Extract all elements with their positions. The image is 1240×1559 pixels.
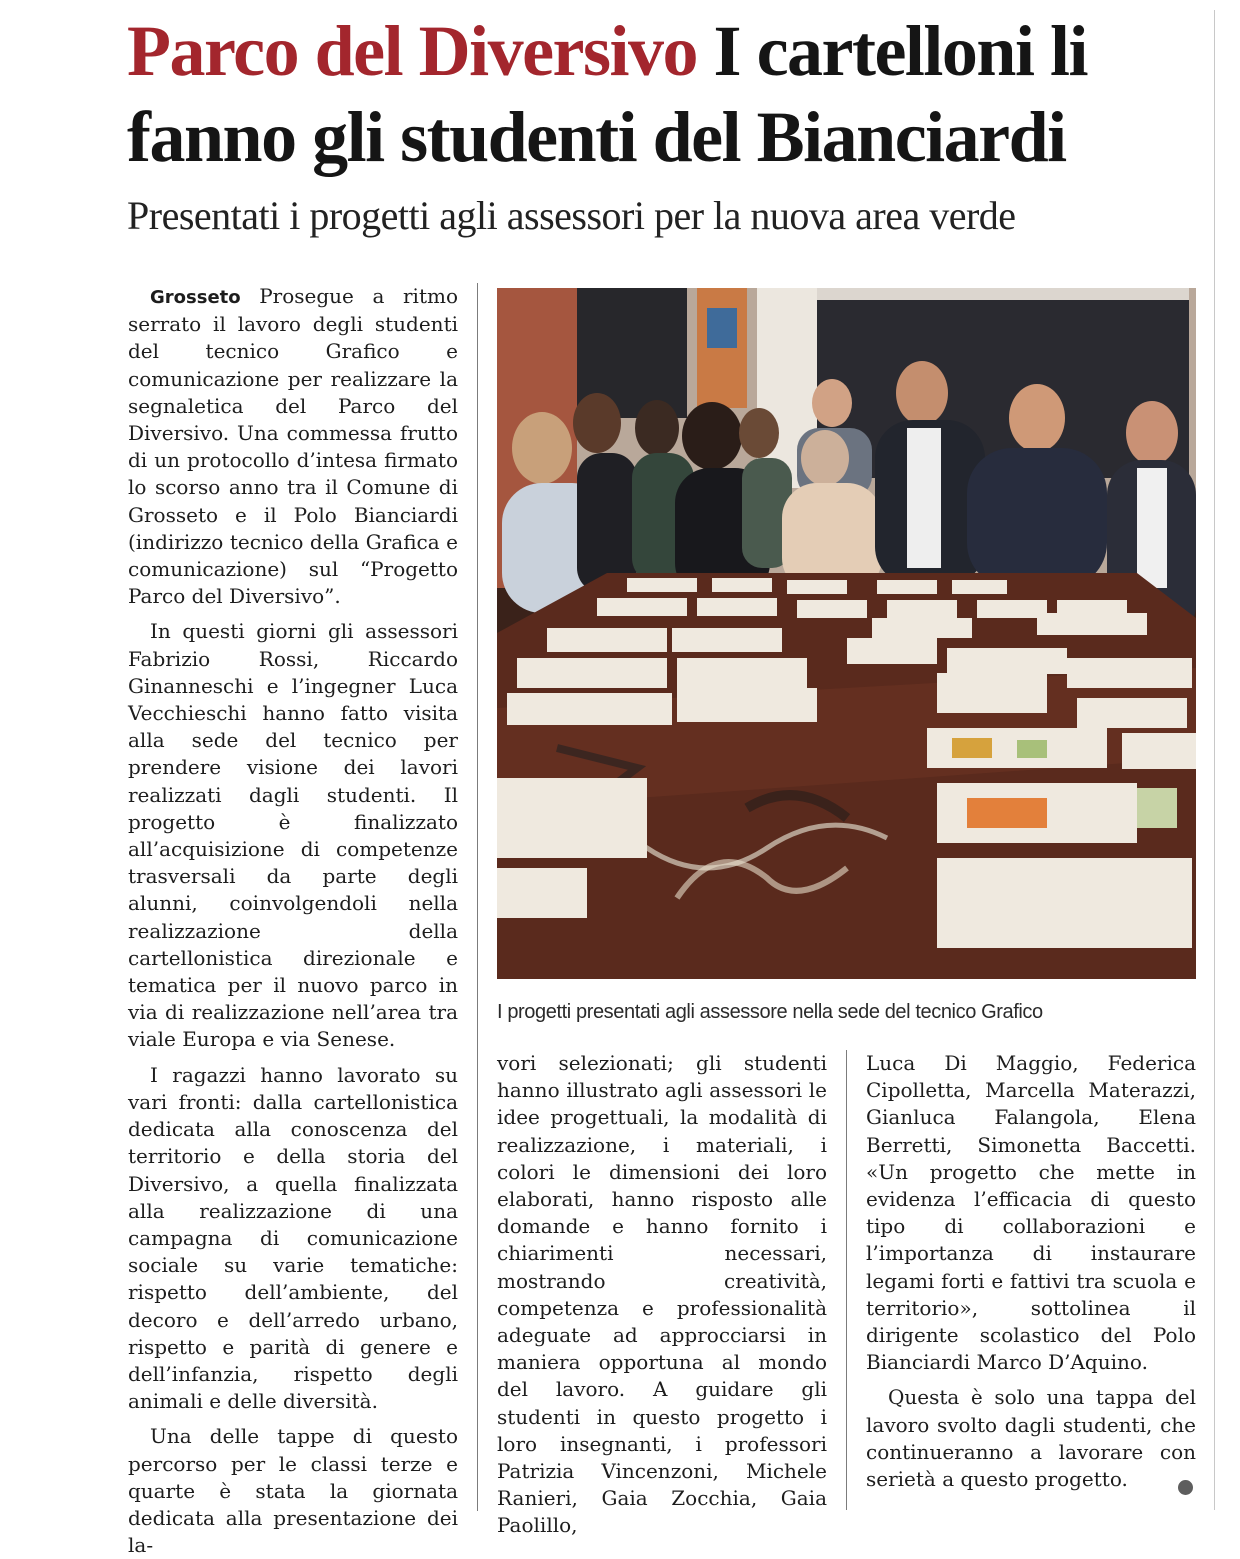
article-column-1 — [128, 283, 458, 1558]
article-column-3 — [866, 1050, 1196, 1520]
dateline: Grosseto — [150, 287, 241, 308]
column-divider — [846, 1050, 847, 1510]
headline-main: I cartelloni li fanno gli studenti del Bianciardi — [127, 11, 1087, 177]
subheadline: Presentati i progetti agli assessori per la nuova area verde — [127, 193, 1016, 238]
paragraph-2: In questi giorni gli assessori Fabrizio Rossi, Riccardo Ginanneschi e l’ingegner Luca Vecchieschi hanno fatto visita alla sede del tecnico per prendere visione dei lavori realizzati dagli studenti. Il progetto è finalizzato all’acquisizione di competenze trasversali da parte degli alunni, coinvolgendoli nella realizzazione della cartellonistica direzionale e tematica per il nuovo parco in via di realizzazione nell’area tra viale Europa e via Senese. — [128, 619, 458, 1052]
paragraph-3: I ragazzi hanno lavorato su vari fronti: dalla cartellonistica dedicata alla conoscenza del territorio e della storia del Diversivo, a quella finalizzata alla realizzazione di una campagna di comunicazione sociale su varie tematiche: rispetto dell’ambiente, del decoro e dell’arredo urbano, rispetto e parità di genere e dell’infanzia, rispetto degli animali e delle diversità. — [128, 1062, 458, 1414]
headline-kicker: Parco del Diversivo — [127, 11, 698, 91]
page-edge-rule — [1214, 10, 1215, 1510]
paragraph-4: Una delle tappe di questo percorso per le classi terze e quarte è stata la giornata dedicata alla presentazione dei la- — [128, 1424, 458, 1558]
headline — [127, 8, 1217, 180]
article-column-2 — [497, 1050, 827, 1538]
photo-illustration — [497, 288, 1196, 979]
column-divider — [477, 283, 478, 1511]
photo-caption: I progetti presentati agli assessore nella sede del tecnico Grafico — [497, 1001, 1043, 1023]
end-mark-icon — [1178, 1480, 1193, 1495]
article-photo — [497, 288, 1196, 979]
paragraph-1: Grosseto Prosegue a ritmo serrato il lavoro degli studenti del tecnico Grafico e comunicazione per realizzare la segnaletica del Parco del Diversivo. Una commessa frutto di un protocollo d’intesa firmato lo scorso anno tra il Comune di Grosseto e il Polo Bianciardi (indirizzo tecnico della Grafica e comunicazione) sul “Progetto Parco del Diversivo”. — [128, 284, 458, 609]
paragraph-7: Questa è solo una tappa del lavoro svolto dagli studenti, che continueranno a lavorare con serietà a questo progetto. — [866, 1385, 1196, 1492]
paragraph-5: vori selezionati; gli studenti hanno illustrato agli assessori le idee progettuali, la modalità di realizzazione, i materiali, i colori le dimensioni dei loro elaborati, hanno risposto alle domande e hanno fornito i chiarimenti necessari, mostrando creatività, competenza e professionalità adeguate ad approcciarsi in maniera opportuna al mondo del lavoro. A guidare gli studenti in questo progetto i loro insegnanti, i professori Patrizia Vincenzoni, Michele Ranieri, Gaia Zocchia, Gaia Paolillo, — [497, 1051, 827, 1538]
paragraph-6: Luca Di Maggio, Federica Cipolletta, Marcella Materazzi, Gianluca Falangola, Elena Berretti, Simonetta Baccetti. «Un progetto che mette in evidenza l’efficacia di questo tipo di collaborazioni e l’importanza di instaurare legami forti e fattivi tra scuola e territorio», sottolinea il dirigente scolastico del Polo Bianciardi Marco D’Aquino. — [866, 1051, 1196, 1375]
